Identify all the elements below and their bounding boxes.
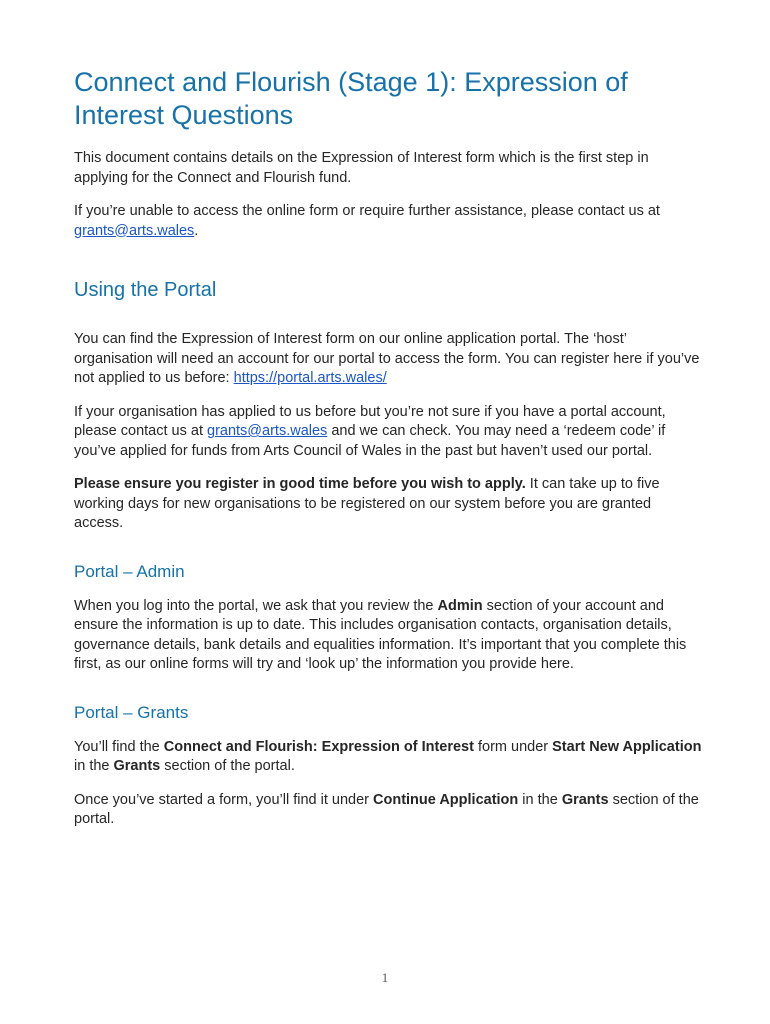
document-title: Connect and Flourish (Stage 1): Expression of Interest Questions (74, 67, 628, 130)
intro-paragraph-2-text: If you’re unable to access the online form or require further assistance, please contact us at (74, 203, 660, 219)
document-page (74, 66, 704, 830)
using-portal-paragraph-3-text: It can take up to five working days for new organisations to be registered on our system before you are granted access. (74, 476, 660, 531)
portal-url-link[interactable]: https://portal.arts.wales/ (233, 370, 387, 386)
using-portal-heading: Using the Portal (74, 279, 217, 301)
page-number: 1 (381, 970, 389, 985)
grants-email-link[interactable]: grants@arts.wales (74, 222, 195, 239)
admin-bold: Admin (437, 597, 483, 614)
using-portal-paragraph-2-text-b: and we can check. You may need a ‘redeem code’ if you’ve applied for funds from Arts Council of Wales in the past but haven’t used our portal. (74, 423, 666, 459)
grants-bold-2: Grants (561, 791, 609, 808)
portal-grants-paragraph-1 (74, 738, 704, 777)
portal-admin-paragraph (74, 597, 704, 675)
portal-admin-text-b: section of your account and ensure the information is up to date. This includes organisation contacts, organisation details, governance details, bank details and equalities information. It’s important that you complete this first, as our online forms will try and ‘look up’ the information you provide here. (74, 597, 687, 672)
portal-grants-text-c: in the (74, 758, 114, 774)
portal-grants-heading: Portal – Grants (74, 702, 189, 722)
grants-email-link-2[interactable]: grants@arts.wales (207, 423, 328, 439)
intro-paragraph-2 (74, 202, 704, 241)
using-portal-paragraph-3 (74, 475, 704, 534)
portal-grants-p2-text-c: section of the portal. (74, 791, 699, 827)
grants-bold: Grants (113, 758, 161, 774)
using-portal-paragraph-2 (74, 403, 704, 462)
continue-application-bold: Continue Application (373, 791, 519, 808)
intro-paragraph-1: This document contains details on the Expression of Interest form which is the first step in applying for the Connect and Flourish fund. (74, 150, 649, 186)
portal-admin-heading: Portal – Admin (74, 561, 185, 581)
portal-grants-paragraph-2 (74, 791, 704, 830)
using-portal-paragraph-1-text: You can find the Expression of Interest form on our online application portal. The ‘host’ organisation will need an account for our portal to access the form. You can register here if you’ve not applied to us before: (74, 331, 700, 386)
using-portal-paragraph-2-text-a: If your organisation has applied to us before but you’re not sure if you have a portal account, please contact us at (74, 403, 666, 439)
portal-admin-text-a: When you log into the portal, we ask that you review the (74, 597, 438, 614)
intro-paragraph-2-end: . (194, 222, 199, 239)
portal-grants-text-d: section of the portal. (160, 758, 295, 774)
using-portal-paragraph-1 (74, 330, 704, 389)
start-new-application-bold: Start New Application (552, 738, 702, 755)
portal-grants-text-a: You’ll find the (74, 738, 164, 755)
portal-grants-text-b: form under (473, 738, 553, 755)
portal-grants-p2-text-b: in the (518, 791, 562, 808)
register-notice-bold: Please ensure you register in good time before you wish to apply. (74, 476, 526, 492)
form-name-bold: Connect and Flourish: Expression of Interest (163, 738, 474, 755)
portal-grants-p2-text-a: Once you’ve started a form, you’ll find it under (74, 791, 374, 808)
